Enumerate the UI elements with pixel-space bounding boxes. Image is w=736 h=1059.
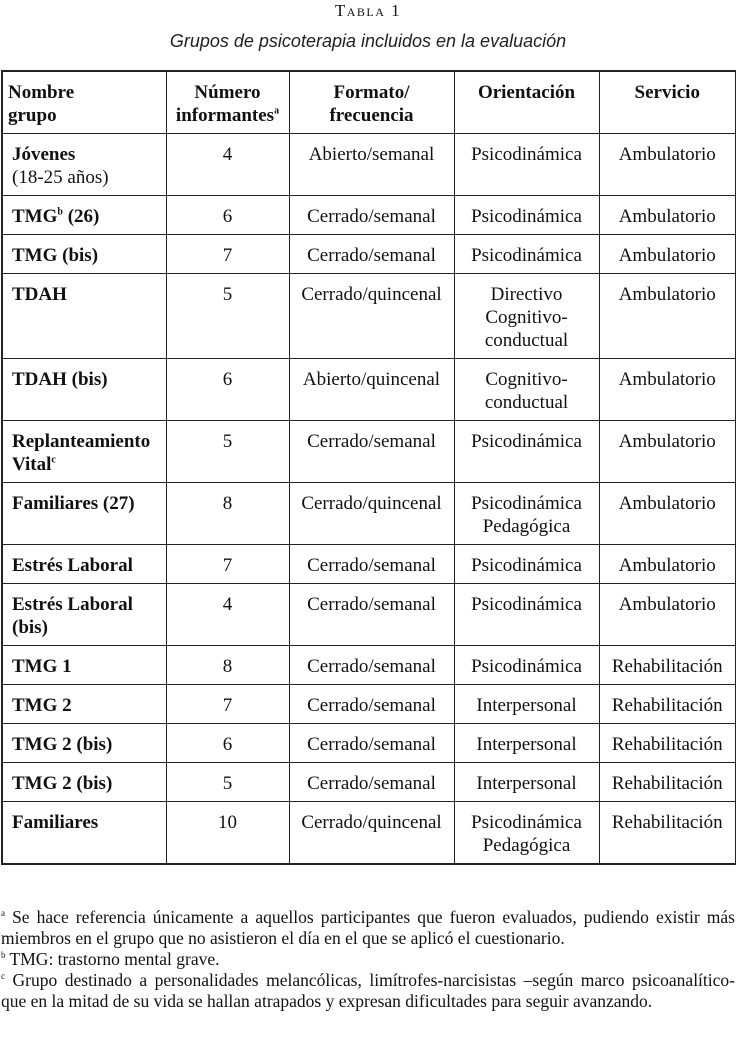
cell-informants: 5 (166, 421, 289, 483)
footnote-mark: b (57, 206, 63, 218)
cell-service: Ambulatorio (599, 421, 736, 483)
cell-text: TMG (bis) (12, 245, 99, 266)
cell-orientation: Psicodinámica (454, 196, 599, 235)
cell-service: Ambulatorio (599, 584, 736, 646)
table-row (2, 545, 736, 584)
cell-informants: 4 (166, 584, 289, 646)
table-row (2, 274, 736, 359)
footnote-mark: a (274, 105, 280, 117)
footnote-text: Grupo destinado a personalidades melancólicas, limítrofes-narcisistas –según marco psicoanalítico- que en la mitad de su vida se hallan atrapados y expresan dificultades para seguir avanzando. (1, 970, 735, 1011)
cell-format: Cerrado/semanal (289, 584, 454, 646)
cell-text: TMG 2 (bis) (12, 773, 113, 794)
footnote-mark: c (51, 454, 56, 466)
table-row (2, 134, 736, 196)
cell-text: TDAH (bis) (12, 369, 108, 390)
table-row (2, 421, 736, 483)
cell-format: Abierto/quincenal (289, 359, 454, 421)
cell-orientation: Interpersonal (454, 685, 599, 724)
cell-text: Estrés Laboral (12, 555, 133, 576)
cell-text: (bis) (12, 617, 48, 638)
table-header-row (2, 71, 736, 134)
cell-text: Familiares (27) (12, 493, 135, 514)
cell-orientation: Psicodinámica (454, 646, 599, 685)
cell-text: Psicodinámica (471, 812, 582, 833)
table-row (2, 584, 736, 646)
header-service: Servicio (599, 71, 736, 134)
footnote-mark: a (1, 908, 5, 919)
cell-format: Cerrado/semanal (289, 763, 454, 802)
footnote-c (1, 970, 735, 1012)
cell-text: Replanteamiento (12, 431, 151, 452)
header-format (289, 71, 454, 134)
cell-group-name (2, 685, 166, 724)
header-text: frecuencia (329, 105, 414, 126)
table-label: Tabla 1 (334, 1, 402, 20)
footnote-mark: b (1, 950, 6, 961)
cell-group-name (2, 134, 166, 196)
cell-orientation (454, 359, 599, 421)
cell-text: TMG 2 (12, 695, 72, 716)
cell-text: TMG 2 (bis) (12, 734, 113, 755)
cell-informants: 5 (166, 274, 289, 359)
cell-group-name (2, 483, 166, 545)
table-row (2, 802, 736, 865)
cell-group-name (2, 724, 166, 763)
cell-service: Rehabilitación (599, 646, 736, 685)
cell-group-name (2, 545, 166, 584)
cell-orientation (454, 483, 599, 545)
table-row (2, 724, 736, 763)
cell-text: Jóvenes (12, 144, 76, 165)
cell-text: Familiares (12, 812, 99, 833)
cell-group-name (2, 274, 166, 359)
cell-format: Abierto/semanal (289, 134, 454, 196)
cell-informants: 7 (166, 235, 289, 274)
cell-orientation: Interpersonal (454, 724, 599, 763)
cell-text: TMG (12, 206, 58, 227)
cell-group-name (2, 646, 166, 685)
cell-text: Psicodinámica (471, 493, 582, 514)
cell-text: Vital (12, 454, 52, 475)
cell-service: Ambulatorio (599, 483, 736, 545)
cell-service: Ambulatorio (599, 359, 736, 421)
cell-format: Cerrado/quincenal (289, 802, 454, 865)
cell-group-name (2, 763, 166, 802)
cell-text: TMG 1 (12, 656, 72, 677)
cell-group-name (2, 235, 166, 274)
table-row (2, 235, 736, 274)
cell-service: Ambulatorio (599, 134, 736, 196)
cell-orientation (454, 802, 599, 865)
cell-informants: 10 (166, 802, 289, 865)
cell-text: Cognitivo- (485, 307, 568, 328)
cell-service: Ambulatorio (599, 545, 736, 584)
cell-orientation: Psicodinámica (454, 421, 599, 483)
table-row (2, 763, 736, 802)
cell-service: Rehabilitación (599, 763, 736, 802)
table-row (2, 196, 736, 235)
cell-informants: 6 (166, 196, 289, 235)
cell-orientation (454, 274, 599, 359)
cell-service: Ambulatorio (599, 274, 736, 359)
cell-informants: 8 (166, 646, 289, 685)
cell-text: Directivo (490, 284, 563, 305)
cell-group-name (2, 421, 166, 483)
cell-service: Ambulatorio (599, 235, 736, 274)
footnote-text: Se hace referencia únicamente a aquellos participantes que fueron evaluados, pudiendo existir más miembros en el grupo que no asistieron el día en el que se aplicó el cuestionario. (1, 907, 735, 948)
cell-group-name (2, 196, 166, 235)
cell-text: (18-25 años) (12, 167, 109, 188)
cell-orientation: Interpersonal (454, 763, 599, 802)
header-text: Formato/ (333, 82, 410, 103)
table-row (2, 359, 736, 421)
header-text: Número (194, 82, 261, 103)
cell-format: Cerrado/quincenal (289, 483, 454, 545)
table-row (2, 646, 736, 685)
header-text: informantes (175, 105, 275, 126)
table-row (2, 483, 736, 545)
groups-table (1, 70, 736, 865)
cell-service: Rehabilitación (599, 685, 736, 724)
header-informants (166, 71, 289, 134)
cell-informants: 7 (166, 685, 289, 724)
cell-format: Cerrado/semanal (289, 685, 454, 724)
footnotes (1, 907, 735, 1012)
cell-format: Cerrado/semanal (289, 235, 454, 274)
cell-text: Estrés Laboral (12, 594, 133, 615)
cell-format: Cerrado/semanal (289, 646, 454, 685)
footnote-b (1, 949, 735, 970)
cell-format: Cerrado/semanal (289, 724, 454, 763)
header-orientation: Orientación (454, 71, 599, 134)
cell-text: Pedagógica (482, 835, 571, 856)
cell-informants: 5 (166, 763, 289, 802)
cell-informants: 6 (166, 359, 289, 421)
cell-service: Rehabilitación (599, 724, 736, 763)
cell-service: Rehabilitación (599, 802, 736, 865)
cell-group-name (2, 802, 166, 865)
cell-group-name (2, 359, 166, 421)
cell-informants: 8 (166, 483, 289, 545)
cell-text: conductual (484, 330, 569, 351)
footnote-a (1, 907, 735, 949)
cell-informants: 7 (166, 545, 289, 584)
header-text: grupo (8, 105, 57, 126)
cell-format: Cerrado/semanal (289, 545, 454, 584)
cell-informants: 6 (166, 724, 289, 763)
table-title: Grupos de psicoterapia incluidos en la evaluación (169, 31, 567, 51)
cell-orientation: Psicodinámica (454, 235, 599, 274)
header-group-name (2, 71, 166, 134)
cell-format: Cerrado/semanal (289, 196, 454, 235)
cell-text: TDAH (12, 284, 67, 305)
cell-format: Cerrado/quincenal (289, 274, 454, 359)
cell-text: conductual (484, 392, 569, 413)
cell-orientation: Psicodinámica (454, 545, 599, 584)
cell-service: Ambulatorio (599, 196, 736, 235)
cell-format: Cerrado/semanal (289, 421, 454, 483)
footnote-mark: c (1, 971, 5, 982)
cell-text: Pedagógica (482, 516, 571, 537)
table-body (2, 134, 736, 865)
cell-orientation: Psicodinámica (454, 134, 599, 196)
table-row (2, 685, 736, 724)
cell-orientation: Psicodinámica (454, 584, 599, 646)
header-text: Nombre (8, 82, 75, 103)
cell-text: (26) (62, 206, 100, 227)
footnote-text: TMG: trastorno mental grave. (5, 949, 220, 969)
cell-text: Cognitivo- (485, 369, 568, 390)
cell-group-name (2, 584, 166, 646)
cell-informants: 4 (166, 134, 289, 196)
